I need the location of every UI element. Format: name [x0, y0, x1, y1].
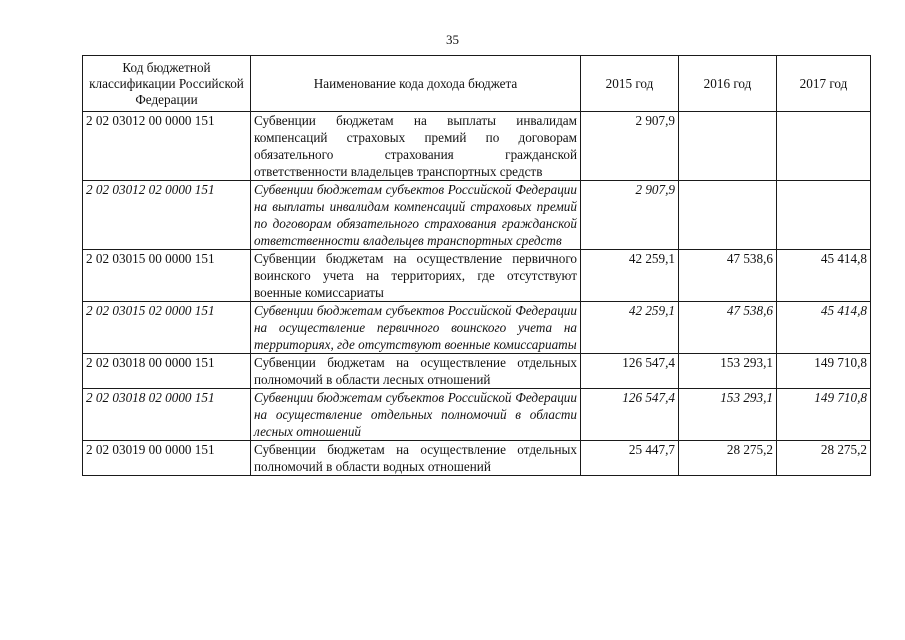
table-row — [83, 112, 871, 181]
row-code: 2 02 03012 02 0000 151 — [83, 181, 251, 250]
row-name: Субвенции бюджетам на выплаты инвалидам компенсаций страховых премий по договорам обязательного страхования гражданской ответственности владельцев транспортных средств — [251, 112, 581, 181]
row-name: Субвенции бюджетам на осуществление отдельных полномочий в области водных отношений — [251, 441, 581, 476]
row-value-2017: 45 414,8 — [777, 302, 871, 354]
row-value-2017: 149 710,8 — [777, 354, 871, 389]
row-value-2016: 47 538,6 — [679, 302, 777, 354]
header-2016: 2016 год — [679, 56, 777, 112]
row-value-2017 — [777, 181, 871, 250]
header-name: Наименование кода дохода бюджета — [251, 56, 581, 112]
row-value-2015: 25 447,7 — [581, 441, 679, 476]
row-value-2017: 149 710,8 — [777, 389, 871, 441]
row-value-2015: 126 547,4 — [581, 389, 679, 441]
table-row — [83, 302, 871, 354]
row-value-2015: 2 907,9 — [581, 181, 679, 250]
row-value-2015: 42 259,1 — [581, 302, 679, 354]
budget-income-table — [82, 55, 871, 476]
row-code: 2 02 03015 02 0000 151 — [83, 302, 251, 354]
row-value-2016: 28 275,2 — [679, 441, 777, 476]
row-name: Субвенции бюджетам субъектов Российской Федерации на осуществление отдельных полномочий в области лесных отношений — [251, 389, 581, 441]
row-value-2016 — [679, 181, 777, 250]
row-value-2015: 42 259,1 — [581, 250, 679, 302]
row-code: 2 02 03015 00 0000 151 — [83, 250, 251, 302]
row-name: Субвенции бюджетам на осуществление отдельных полномочий в области лесных отношений — [251, 354, 581, 389]
row-value-2016: 153 293,1 — [679, 389, 777, 441]
table-row — [83, 181, 871, 250]
row-value-2016: 47 538,6 — [679, 250, 777, 302]
table-header-row — [83, 56, 871, 112]
row-code: 2 02 03012 00 0000 151 — [83, 112, 251, 181]
table-row — [83, 389, 871, 441]
header-2017: 2017 год — [777, 56, 871, 112]
row-value-2017: 28 275,2 — [777, 441, 871, 476]
page-number: 35 — [446, 32, 459, 47]
row-name: Субвенции бюджетам на осуществление первичного воинского учета на территориях, где отсутствуют военные комиссариаты — [251, 250, 581, 302]
row-value-2017: 45 414,8 — [777, 250, 871, 302]
table-row — [83, 354, 871, 389]
row-code: 2 02 03018 02 0000 151 — [83, 389, 251, 441]
table-row — [83, 441, 871, 476]
row-name: Субвенции бюджетам субъектов Российской Федерации на осуществление первичного воинского учета на территориях, где отсутствуют военные комиссариаты — [251, 302, 581, 354]
row-value-2016: 153 293,1 — [679, 354, 777, 389]
table-row — [83, 250, 871, 302]
row-value-2015: 126 547,4 — [581, 354, 679, 389]
row-code: 2 02 03019 00 0000 151 — [83, 441, 251, 476]
header-2015: 2015 год — [581, 56, 679, 112]
row-value-2017 — [777, 112, 871, 181]
row-code: 2 02 03018 00 0000 151 — [83, 354, 251, 389]
row-value-2016 — [679, 112, 777, 181]
row-name: Субвенции бюджетам субъектов Российской Федерации на выплаты инвалидам компенсаций страховых премий по договорам обязательного страхования гражданской ответственности владельцев транспортных средств — [251, 181, 581, 250]
row-value-2015: 2 907,9 — [581, 112, 679, 181]
header-code: Код бюджетной классификации Российской Федерации — [83, 56, 251, 112]
